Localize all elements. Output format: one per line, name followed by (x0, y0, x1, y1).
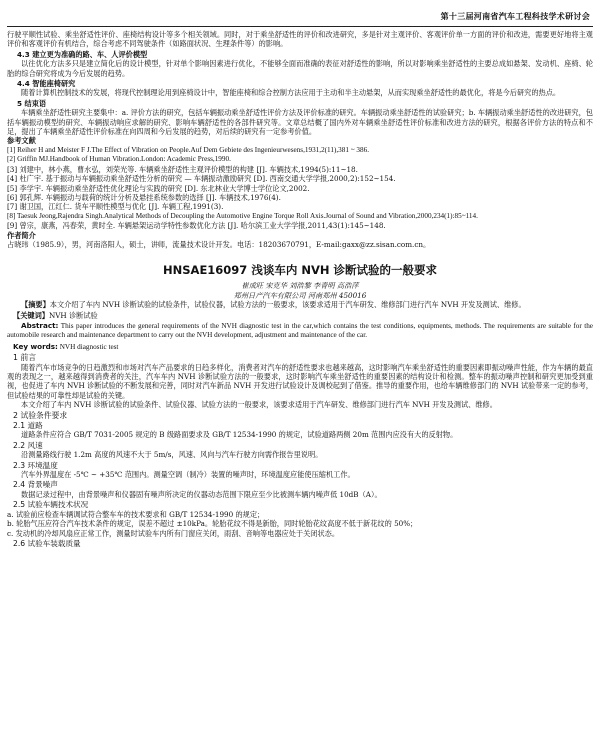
author-intro: 占晓玮（1985.9），男，河南洛阳人，硕士，讲师，流量技术设计开发。电话：18203670791，E-mail:gaxx@zz.sisan.com.cn。 (7, 239, 431, 249)
section-heading: 4.4 智能座椅研究 (17, 79, 76, 89)
references-title: 参考文献 (7, 136, 36, 146)
paper-title: HNSAE16097 浅谈车内 NVH 诊断试验的一般要求 (163, 263, 437, 278)
subsection-heading: 2.5 试验车辆技术状况 (13, 500, 89, 510)
abstract-en-label: Abstract: (21, 320, 59, 330)
author-intro-title: 作者简介 (7, 230, 36, 240)
list-item: c. 发动机的冷却风扇应正常工作，测量时试验车内所有门窗应关闭，雨刮、音响等电器应处于关闭状态。 (7, 528, 340, 538)
reference-item: [3] 刘建中，林小燕，曹水弘，刘荣光等. 车辆乘坐舒适性主观评价模型的构建 [J]. 车辆技术,1994(5):11~18. (7, 164, 358, 174)
reference-item: [6] 郭孔辉. 车辆振动与载荷的统计分析及悬挂系统参数的选择 [J]. 车辆技术,1976(4). (7, 192, 281, 202)
paragraph: 汽车外界温度在 -5℃ ~ +35℃ 范围内。测量空调（制冷）装置的噪声时，环境温度应能使压缩机工作。 (21, 470, 355, 480)
running-header: 第十三届河南省汽车工程科技学术研讨会 (440, 12, 590, 21)
paragraph: 车辆乘坐舒适性研究主要集中：a. 评价方法的研究，包括车辆振动乘坐舒适性评价方法及评价标准的研究。车辆振动乘坐舒适性的试验研究；b. 车辆振动乘坐舒适性的改进研究，包括车辆振动模型的研究、车辆振动响应求解的研究、影响车辆舒适性的各部件研究等。文章总结概了国内外对车辆乘坐舒适性评价标准和改进方法的研究，根据各评价方法的特点和不足，提出了车辆乘坐舒适性评价标准在向四周和今后发展的趋势，对后续的研究有一定参考价值。 (7, 108, 593, 137)
paragraph: 以往优化方法多只是建立简化后的设计模型，针对单个影响因素进行优化，不能够全面而准确的表征对舒适性的影响，所以对影响乘坐舒适性的主要总成如悬架、发动机、座椅、轮胎的综合研究将成为今后发展的趋势。 (7, 59, 593, 78)
subsection-heading: 2.6 试验车装载质量 (13, 538, 81, 548)
reference-item: [9] 曾宗，康燕，冯春荣，黄时全. 车辆悬架运动学特性参数优化方法 [J]. 哈尔滨工业大学学报,2011,43(1):145~148. (7, 221, 386, 231)
keywords-en-label: Key words: (13, 341, 58, 351)
keywords-cn-label: 【关键词】 (13, 310, 49, 320)
paragraph: 随着汽车市场竞争的日趋激烈和市场对汽车产品要求的日趋多样化，消费者对汽车的舒适性要求也越来越高，这时影响汽车乘坐舒适性的重要因素即振动噪声性能，作为车辆的最直观的表现之一，越来越得到消费者的关注，汽车车内 NVH 诊断试验方法的一般要求，这时影响汽车乘坐舒适性的重要因素的结构设计和检测。整车的振动噪声控制和研究更加受到重视，也促进了车内 NVH 诊断试验的不断发展和完善，同时对汽车新品 NVH 开发进行试验设计及调校起到了借鉴。推导的重要作用，也给车辆维修部门的 NVH 试验带来一定的参考，但试验结果的可靠性却是试验的关键。 (7, 362, 593, 400)
reference-item: [4] 杜广宇. 基于振动与车辆振动乘坐舒适性分析的研究 — 车辆振动激励研究 [D]. 西南交通大学学报,2000,2):152~154. (7, 174, 396, 184)
keywords-en-text: NVH diagnostic test (59, 342, 119, 351)
header-rule (7, 26, 593, 27)
paper-authors: 崔成旺 宋克华 刘浩黎 李青明 高浩萍 (241, 281, 359, 291)
paragraph: 沿测量路线行驶 1.2m 高度的风速不大于 5m/s，风速、风向与汽车行驶方向需作报告里说明。 (21, 450, 323, 460)
section-heading: 2 试验条件要求 (13, 410, 68, 420)
abstract-en-text: This paper introduces the general requirements of the NVH diagnostic test in the car,which contains the test conditions, equipments, methods. The requirements are suitable for the automobile research and maintenance department to carry out the NVH development, adjustment and maintenance of the car. (7, 321, 593, 340)
keywords-cn (13, 311, 593, 320)
reference-list (7, 146, 593, 231)
subsection-heading: 2.2 风速 (13, 440, 43, 450)
abstract-cn (7, 300, 593, 309)
reference-item: [7] 谢卫国，江红仁. 货车平顺性模型与优化 [J]. 车辆工程,1991(3). (7, 202, 224, 212)
reference-item: [5] 李学宇. 车辆振动乘坐舒适性优化理论与实践的研究 [D]. 东北林业大学博士学位论文,2002. (7, 183, 310, 193)
paragraph: 道路条件应符合 GB/T 7031-2005 规定的 B 级路面要求及 GB/T 12534-1990 的规定，试验道路两侧 20m 范围内应没有大的反射物。 (21, 430, 458, 440)
keywords-cn-text: NVH 诊断试验 (48, 310, 98, 320)
subsection-heading: 2.4 背景噪声 (13, 480, 58, 490)
abstract-en (7, 321, 593, 341)
section-heading: 1 前言 (13, 353, 37, 363)
paragraph: 本文介绍了车内 NVH 诊断试验的试验条件、试验仪器、试验方法的一般要求，该要求适用于汽车研发、维修部门进行汽车 NVH 开发及测试、维修。 (21, 400, 497, 410)
reference-item: [8] Taesuk Jeong,Rajendra Singh.Analytical Methods of Decoupling the Automotive Engine Torque Roll Axis.Journal of Sound and Vibration,2000,234(1):85~114. (7, 211, 478, 220)
paper-affiliation: 郑州日产汽车有限公司 河南郑州 450016 (233, 290, 367, 300)
page-body (7, 30, 593, 548)
section-heading: 4.3 建立更为准确的路、车、人评价模型 (17, 49, 148, 59)
subsection-heading: 2.3 环境温度 (13, 460, 58, 470)
subsection-heading: 2.1 道路 (13, 421, 43, 431)
list-item: b. 轮胎气压应符合汽车技术条件的规定，误差不超过 ±10kPa。轮胎花纹不得是新胎，同时轮胎花纹高度不低于新花纹的 50%； (7, 519, 418, 529)
reference-item: [2] Griffin MJ.Handbook of Human Vibration.London: Academic Press,1990. (7, 155, 231, 164)
keywords-en (13, 342, 593, 352)
paragraph: 随着计算机控制技术的发展，将现代控制理论用到座椅设计中，智能座椅和综合控制方法应用于主动和半主动悬架，从而实现乘坐舒适性的最优化，将是今后研究的热点。 (21, 88, 561, 98)
list-item: a. 试验前应检查车辆调试符合整车车的技术要求和 GB/T 12534-1990 的规定； (7, 509, 265, 519)
abstract-cn-label: 【摘要】 (21, 300, 50, 310)
paragraph: 数据记录过程中，由背景噪声和仪器固有噪声所决定的仪器动态范围下限应至少比被测车辆内噪声低 10dB（A）。 (21, 489, 382, 499)
abstract-cn-text: 本文介绍了车内 NVH 诊断试验的试验条件，试验仪器，试验方法的一般要求，该要求适用于汽车研发、维修部门进行汽车 NVH 开发及测试、维修。 (49, 300, 526, 310)
section-heading: 5 结束语 (17, 98, 47, 108)
reference-item: [1] Reiher H and Meister F J.The Effect of Vibration on People.Auf Dem Gebiete des Ingenieurwesens,1931,2(11),381 ~ 386. (7, 145, 370, 154)
prev-paragraph: 行驶平顺性试验、乘坐舒适性评价、座椅结构设计等多个相关领域。同时，对于乘坐舒适性的评价和改进研究，多是针对主观评价、客观评价单一方面的评价和改进，需要更好地将主观评价和客观评价有机结合，综合考虑不同驾驶条件（如路面状况、生理条件等）的影响。 (7, 30, 593, 49)
